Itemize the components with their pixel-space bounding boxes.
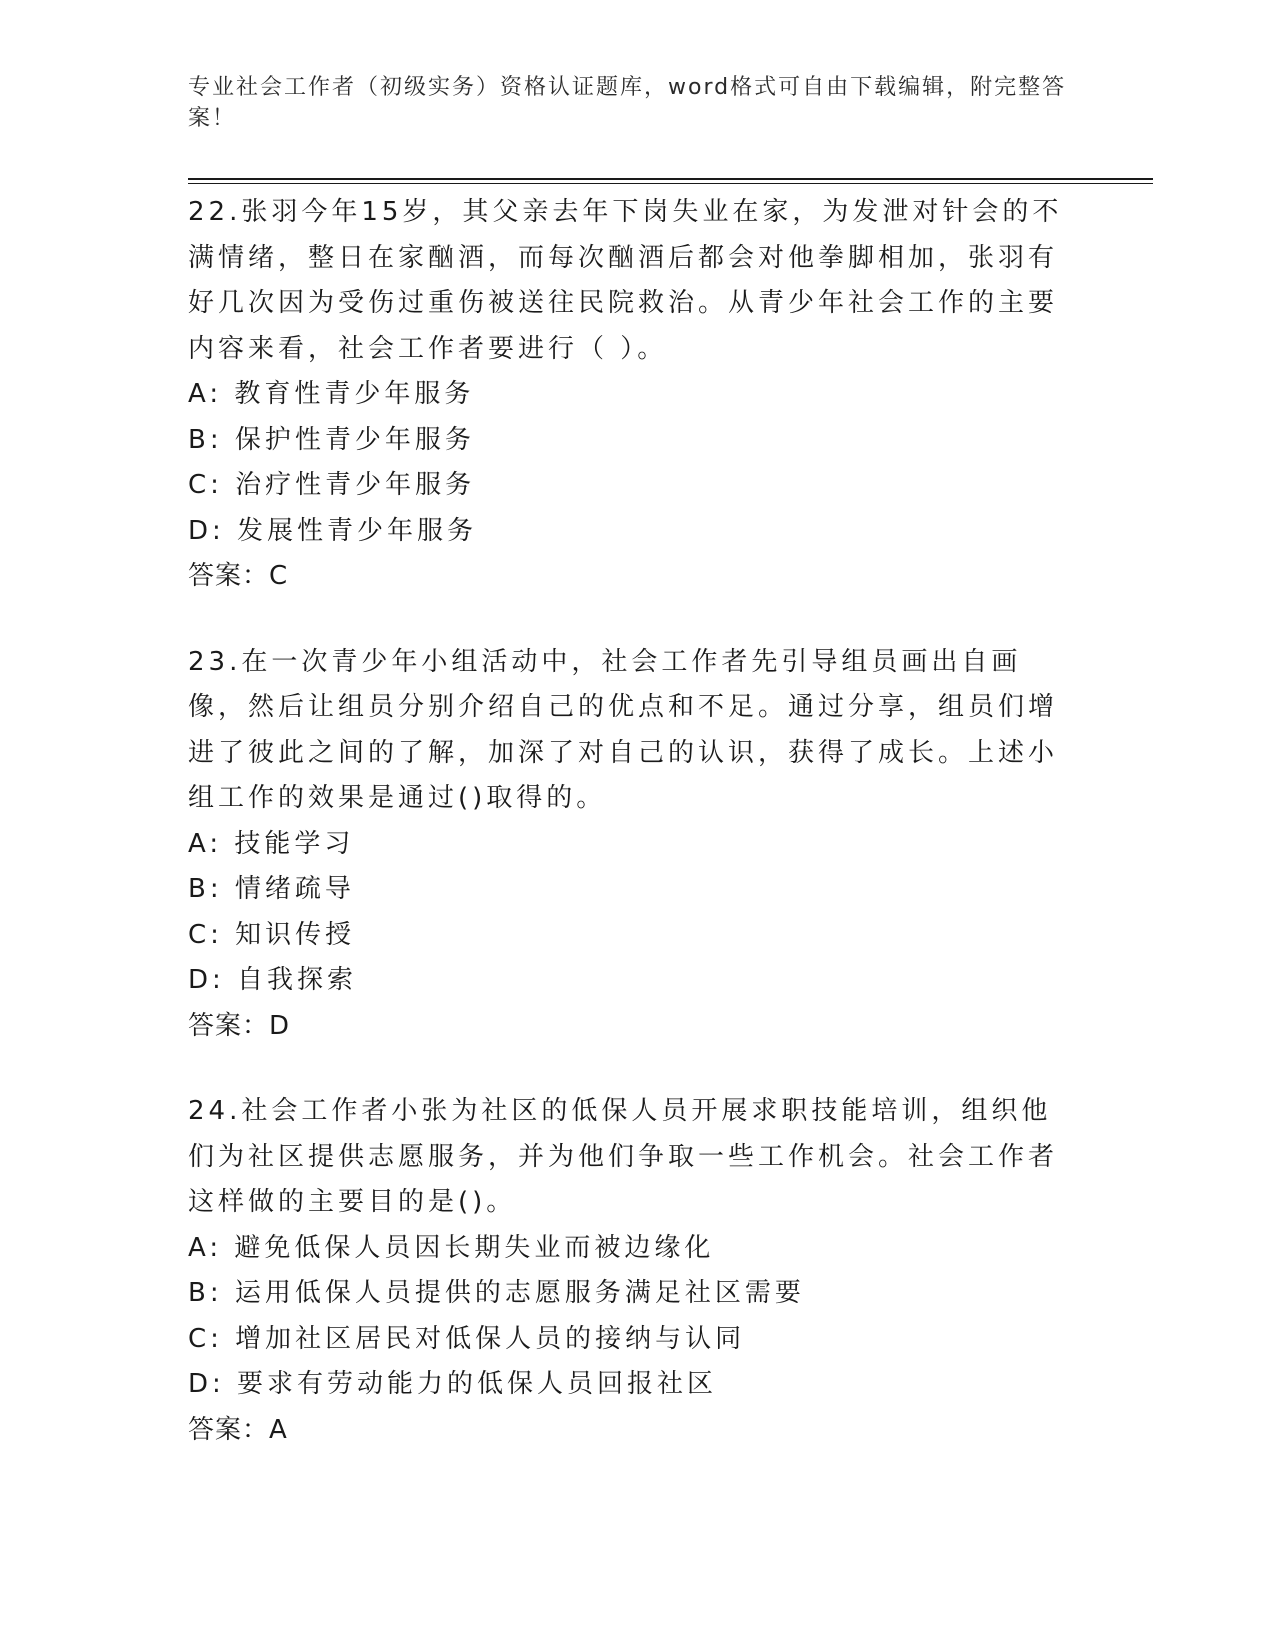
answer-line: 答案：C	[188, 561, 289, 591]
answer-line: 答案：D	[188, 1010, 291, 1041]
question-22	[188, 190, 1078, 600]
option-c: C: 知识传授	[188, 919, 356, 950]
option-c: C: 治疗性青少年服务	[188, 470, 476, 500]
option-b: B: 情绪疏导	[188, 874, 355, 904]
question-list	[188, 190, 1078, 1493]
question-stem: 22.张羽今年15岁，其父亲去年下岗失业在家，为发泄对针会的不满情绪，整日在家酗酒，而每次酗酒后都会对他拳脚相加，张羽有好几次因为受伤过重伤被送往民院救治。从青少年社会工作的主要内容来看，社会工作者要进行（ ）。	[188, 197, 1063, 364]
option-c: C: 增加社区居民对低保人员的接纳与认同	[188, 1323, 746, 1354]
option-a: A: 技能学习	[188, 828, 355, 859]
question-24	[188, 1089, 1078, 1453]
option-a: A: 避免低保人员因长期失业而被边缘化	[188, 1232, 715, 1263]
option-a: A: 教育性青少年服务	[188, 379, 475, 409]
question-stem: 23.在一次青少年小组活动中，社会工作者先引导组员画出自画像，然后让组员分别介绍自己的优点和不足。通过分享，组员们增进了彼此之间的了解，加深了对自己的认识，获得了成长。上述小组工作的效果是通过()取得的。	[188, 646, 1059, 813]
option-d: D: 要求有劳动能力的低保人员回报社区	[188, 1369, 718, 1399]
question-stem: 24.社会工作者小张为社区的低保人员开展求职技能培训，组织他们为社区提供志愿服务，并为他们争取一些工作机会。社会工作者这样做的主要目的是()。	[188, 1096, 1059, 1217]
option-b: B: 运用低保人员提供的志愿服务满足社区需要	[188, 1278, 805, 1308]
answer-line: 答案：A	[188, 1414, 288, 1445]
option-d: D: 发展性青少年服务	[188, 515, 478, 546]
document-header: 专业社会工作者（初级实务）资格认证题库，word格式可自由下载编辑，附完整答案！	[188, 75, 1067, 131]
option-b: B: 保护性青少年服务	[188, 424, 475, 455]
question-23	[188, 640, 1078, 1050]
header-rule-thin	[188, 183, 1153, 184]
option-d: D: 自我探索	[188, 965, 358, 995]
header-rule-thick	[188, 178, 1153, 180]
